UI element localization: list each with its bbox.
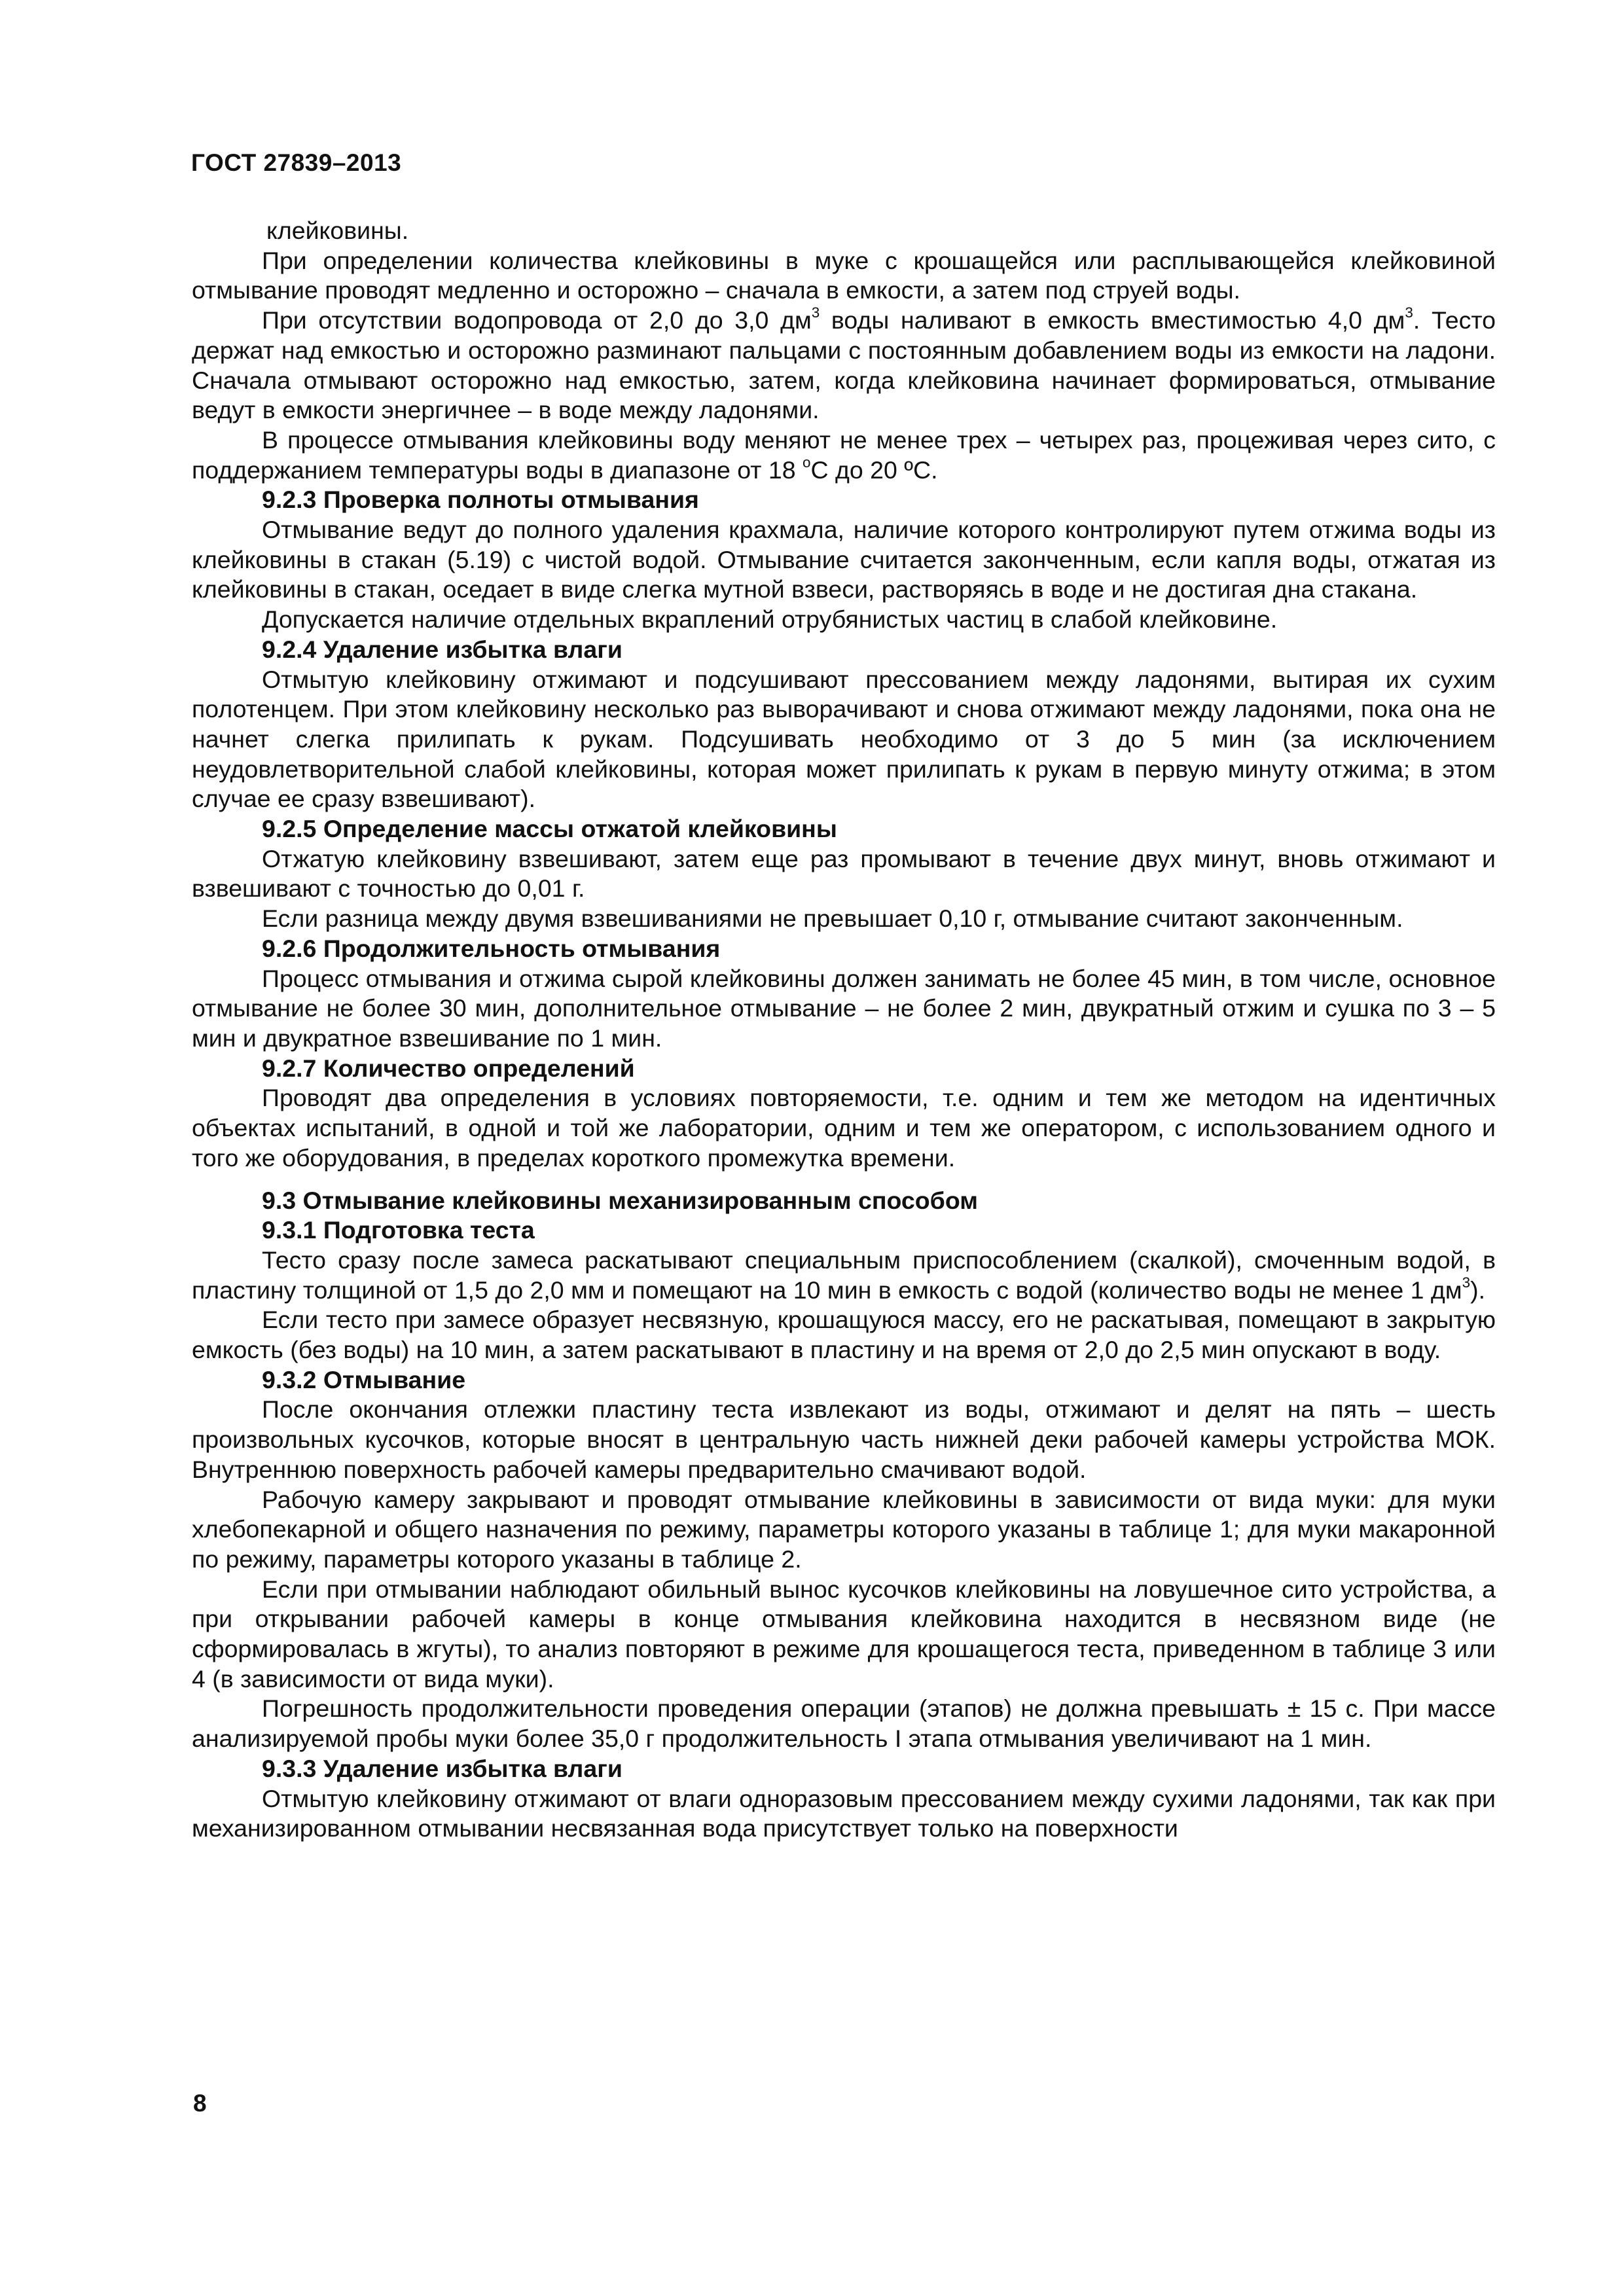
document-body bbox=[192, 216, 1496, 1844]
section-heading: 9.2.7 Количество определений bbox=[262, 1054, 635, 1082]
superscript: 3 bbox=[1405, 304, 1413, 321]
page-number: 8 bbox=[193, 2090, 207, 2117]
paragraph: клейковины. bbox=[266, 217, 409, 244]
paragraph: Отмывание ведут до полного удаления крахмала, наличие которого контролируют путем отжима воды из клейковины в стакан (5.19) с чистой водой. Отмывание считается законченным, если капля воды, отжатая из клейковины в стакан, оседает в виде слегка мутной взвеси, растворяясь в воде и не достигая дна стакана. bbox=[192, 516, 1496, 603]
paragraph bbox=[192, 425, 1496, 485]
section-heading: 9.3 Отмывание клейковины механизированным способом bbox=[262, 1186, 979, 1214]
paragraph: Если при отмывании наблюдают обильный вынос кусочков клейковины на ловушечное сито устройства, а при открывании рабочей камеры в конце отмывания клейковина находится в несвязном виде (не сформировалась в жгуты), то анализ повторяют в режиме для крошащегося теста, приведенном в таблице 3 или 4 (в зависимости от вида муки). bbox=[192, 1575, 1496, 1693]
section-heading: 9.2.4 Удаление избытка влаги bbox=[262, 635, 623, 663]
superscript: 3 bbox=[811, 304, 820, 321]
text-run: . Тесто держат над емкостью и осторожно разминают пальцами с постоянным добавлением воды из емкости на ладони. Сначала отмывают осторожно над емкостью, затем, когда клейковина начинает формироваться, отмывание ведут в емкости энергичнее – в воде между ладонями. bbox=[192, 306, 1496, 424]
section-heading: 9.3.2 Отмывание bbox=[262, 1365, 466, 1393]
paragraph: Рабочую камеру закрывают и проводят отмывание клейковины в зависимости от вида муки: для муки хлебопекарной и общего назначения по режиму, параметры которого указаны в таблице 1; для муки макаронной по режиму, параметры которого указаны в таблице 2. bbox=[192, 1485, 1496, 1573]
paragraph bbox=[192, 1246, 1496, 1305]
paragraph: Процесс отмывания и отжима сырой клейковины должен занимать не более 45 мин, в том числе, основное отмывание не более 30 мин, дополнительное отмывание – не более 2 мин, двукратный отжим и сушка по 3 – 5 мин и двукратное взвешивание по 1 мин. bbox=[192, 964, 1496, 1052]
section-heading: 9.2.5 Определение массы отжатой клейковины bbox=[262, 815, 837, 843]
paragraph: Допускается наличие отдельных вкраплений отрубянистых частиц в слабой клейковине. bbox=[262, 605, 1278, 634]
text-run: С до 20 ºС. bbox=[810, 456, 938, 484]
text-run: При отсутствии водопровода от 2,0 до 3,0 дм bbox=[262, 306, 812, 334]
section-heading: 9.2.6 Продолжительность отмывания bbox=[262, 934, 721, 962]
text-run: ). bbox=[1470, 1276, 1486, 1304]
text-run: воды наливают в емкость вместимостью 4,0 дм bbox=[820, 306, 1405, 334]
superscript: o bbox=[802, 454, 811, 471]
superscript: 3 bbox=[1462, 1274, 1471, 1291]
paragraph: При определении количества клейковины в муке с крошащейся или расплывающейся клейковиной отмывание проводят медленно и осторожно – сначала в емкости, а затем под струей воды. bbox=[192, 246, 1496, 304]
text-run: Тесто сразу после замеса раскатывают специальным приспособлением (скалкой), смоченным водой, в пластину толщиной от 1,5 до 2,0 мм и помещают на 10 мин в емкость с водой (количество воды не менее 1 дм bbox=[192, 1246, 1496, 1304]
text-run: В процессе отмывания клейковины воду меняют не менее трех – четырех раз, процеживая через сито, с поддержанием температуры воды в диапазоне от 18 bbox=[192, 425, 1496, 484]
paragraph: Если разница между двумя взвешиваниями не превышает 0,10 г, отмывание считают законченным. bbox=[262, 905, 1403, 933]
paragraph: Отмытую клейковину отжимают от влаги одноразовым прессованием между сухими ладонями, так как при механизированном отмывании несвязанная вода присутствует только на поверхности bbox=[192, 1784, 1496, 1842]
paragraph: Проводят два определения в условиях повторяемости, т.е. одним и тем же методом на идентичных объектах испытаний, в одной и той же лаборатории, одним и тем же оператором, с использованием одного и того же оборудования, в пределах короткого промежутка времени. bbox=[192, 1084, 1496, 1172]
paragraph: Если тесто при замесе образует несвязную, крошащуюся массу, его не раскатывая, помещают в закрытую емкость (без воды) на 10 мин, а затем раскатывают в пластину и на время от 2,0 до 2,5 мин опускают в воду. bbox=[192, 1306, 1496, 1364]
section-heading: 9.3.3 Удаление избытка влаги bbox=[262, 1754, 623, 1782]
section-heading: 9.2.3 Проверка полноты отмывания bbox=[262, 486, 699, 514]
document-header: ГОСТ 27839–2013 bbox=[191, 149, 402, 176]
paragraph: Отмытую клейковину отжимают и подсушивают прессованием между ладонями, вытирая их сухим полотенцем. При этом клейковину несколько раз выворачивают и снова отжимают между ладонями, пока она не начнет слегка прилипать к рукам. Подсушивать необходимо от 3 до 5 мин (за исключением неудовлетворительной слабой клейковины, которая может прилипать к рукам в первую минуту отжима; в этом случае ее сразу взвешивают). bbox=[192, 665, 1496, 813]
paragraph: Погрешность продолжительности проведения операции (этапов) не должна превышать ± 15 с. При массе анализируемой пробы муки более 35,0 г продолжительность I этапа отмывания увеличивают на 1 мин. bbox=[192, 1695, 1496, 1753]
paragraph bbox=[192, 306, 1496, 425]
paragraph: После окончания отлежки пластину теста извлекают из воды, отжимают и делят на пять – шесть произвольных кусочков, которые вносят в центральную часть нижней деки рабочей камеры устройства МОК. Внутреннюю поверхность рабочей камеры предварительно смачивают водой. bbox=[192, 1395, 1496, 1483]
paragraph: Отжатую клейковину взвешивают, затем еще раз промывают в течение двух минут, вновь отжимают и взвешивают с точностью до 0,01 г. bbox=[192, 844, 1496, 903]
section-heading: 9.3.1 Подготовка теста bbox=[262, 1216, 535, 1244]
